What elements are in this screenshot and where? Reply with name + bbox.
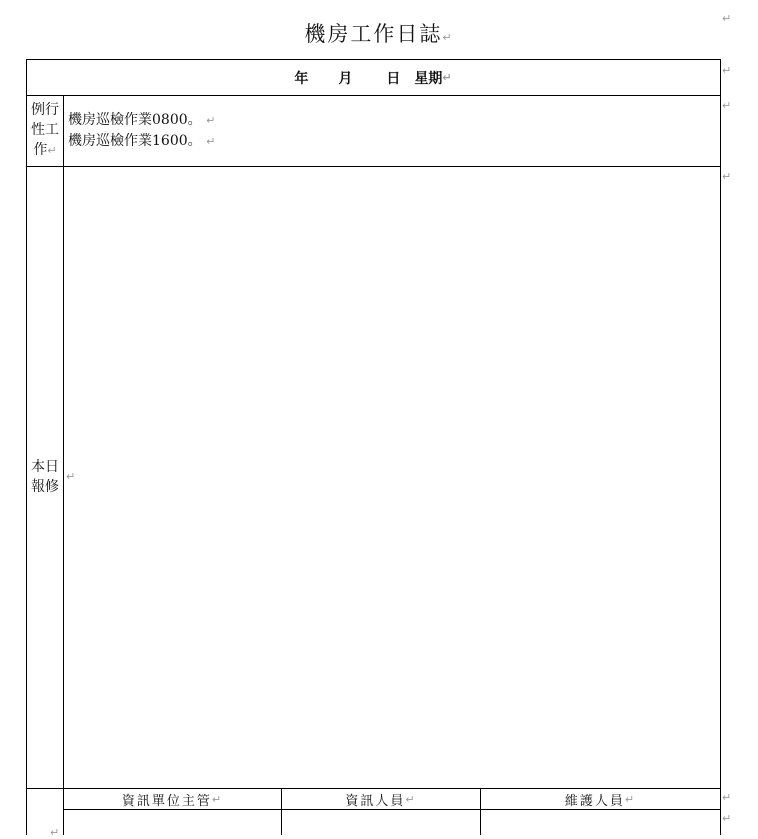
routine-item: 機房巡檢作業0800。 ↵	[68, 112, 216, 128]
year-label: 年	[294, 70, 309, 87]
paragraph-mark-icon: ↵	[722, 12, 732, 25]
label-column-divider	[63, 95, 64, 835]
paragraph-mark-icon: ↵	[722, 812, 732, 825]
paragraph-mark-icon: ↵	[722, 170, 732, 183]
table-row-divider	[26, 95, 721, 96]
paragraph-mark-icon: ↵	[47, 144, 57, 157]
paragraph-mark-icon: ↵	[50, 826, 60, 839]
weekday-label: 星期	[414, 70, 443, 87]
table-border-right	[720, 59, 721, 835]
table-row-divider	[26, 166, 721, 167]
signature-cell-it-staff[interactable]	[282, 810, 480, 835]
paragraph-mark-icon: ↵	[722, 791, 732, 804]
paragraph-mark-icon: ↵	[442, 31, 454, 44]
signature-header-maintenance: 維護人員 ↵	[564, 792, 637, 809]
paragraph-mark-icon: ↵	[442, 71, 452, 84]
repair-label: 本日報修	[31, 459, 59, 495]
signature-cell-maintenance[interactable]	[481, 810, 720, 835]
routine-label: 例行性工作↵	[31, 102, 59, 158]
paragraph-mark-icon: ↵	[211, 792, 224, 806]
day-label: 日	[386, 70, 401, 87]
document-title: 機房工作日誌↵	[304, 22, 454, 46]
signature-header-it-staff: 資訊人員 ↵	[345, 792, 417, 809]
paragraph-mark-icon: ↵	[624, 792, 637, 806]
routine-items	[68, 110, 215, 152]
table-border-left	[26, 59, 27, 835]
paragraph-mark-icon: ↵	[405, 792, 417, 806]
paragraph-mark-icon: ↵	[206, 135, 216, 148]
month-label: 月	[338, 70, 353, 87]
routine-item: 機房巡檢作業1600。 ↵	[68, 133, 216, 149]
paragraph-mark-icon: ↵	[206, 114, 216, 127]
date-row	[26, 60, 720, 95]
signature-header-supervisor: 資訊單位主管 ↵	[121, 792, 224, 809]
paragraph-mark-icon: ↵	[66, 470, 76, 483]
repair-content[interactable]	[66, 468, 75, 484]
signature-cell-supervisor[interactable]	[64, 810, 281, 835]
paragraph-mark-icon: ↵	[722, 99, 732, 112]
paragraph-mark-icon: ↵	[722, 64, 732, 77]
